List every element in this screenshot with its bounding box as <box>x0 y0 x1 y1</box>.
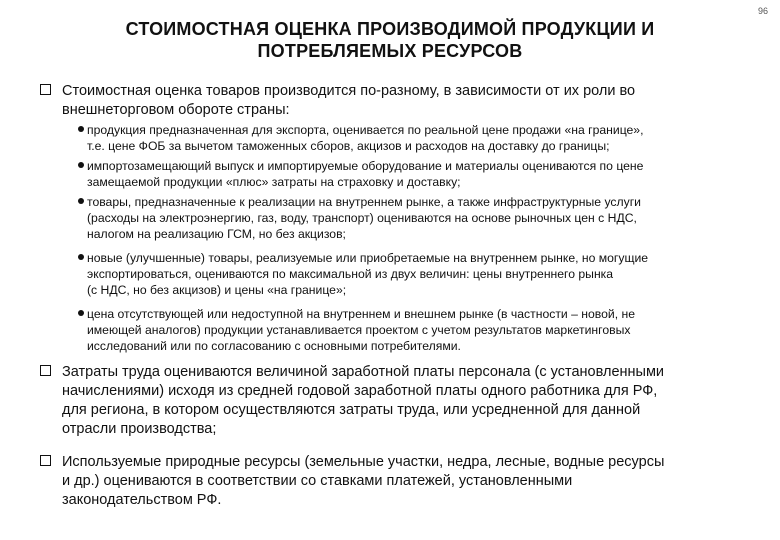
sub-list-item-export <box>78 122 728 154</box>
text-line: импортозамещающий выпуск и импортируемые оборудование и материалы оцениваются по цене <box>87 159 644 173</box>
list-item-natural-resources <box>40 453 730 510</box>
item-text <box>62 82 730 120</box>
title-line-2: ПОТРЕБЛЯЕМЫХ РЕСУРСОВ <box>257 41 523 61</box>
text-line: налогом на реализацию ГСМ, но без акцизов; <box>87 227 346 241</box>
text-line: отрасли производства; <box>62 421 217 437</box>
round-bullet-icon <box>78 254 84 260</box>
slide-title <box>40 18 740 62</box>
text-line: Используемые природные ресурсы (земельные участки, недра, лесные, водные ресурсы <box>62 454 665 470</box>
sub-list-item-import-substitution <box>78 158 728 190</box>
text-line: цена отсутствующей или недоступной на внутреннем и внешнем рынке (в частности – новой, не <box>87 307 635 321</box>
text-line: экспортироваться, оцениваются по максимальной из двух величин: цены внутреннего рынка <box>87 267 614 281</box>
text-line: имеющей аналогов) продукции устанавливается проектом с учетом результатов маркетинговых <box>87 323 631 337</box>
text-line: и др.) оцениваются в соответствии со ставками платежей, установленными <box>62 473 573 489</box>
text-line: (расходы на электроэнергию, газ, воду, транспорт) оцениваются на основе рыночных цен с НДС, <box>87 211 637 225</box>
text-line: внешнеторговом обороте страны: <box>62 102 290 118</box>
round-bullet-icon <box>78 198 84 204</box>
round-bullet-icon <box>78 162 84 168</box>
text-line: товары, предназначенные к реализации на внутреннем рынке, а также инфраструктурные услуги <box>87 195 641 209</box>
text-line: законодательством РФ. <box>62 492 222 508</box>
text-line: продукция предназначенная для экспорта, оценивается по реальной цене продажи «на границе», <box>87 123 644 137</box>
text-line: (с НДС, но без акцизов) и цены «на границе»; <box>87 283 347 297</box>
round-bullet-icon <box>78 310 84 316</box>
square-bullet-icon <box>40 84 51 95</box>
round-bullet-icon <box>78 126 84 132</box>
square-bullet-icon <box>40 455 51 466</box>
text-line: исследований или по согласованию с основными потребителями. <box>87 339 461 353</box>
item-text <box>62 363 730 439</box>
sub-list-item-absent-goods <box>78 306 728 354</box>
square-bullet-icon <box>40 365 51 376</box>
item-text <box>62 453 730 510</box>
sub-list-item-domestic-market <box>78 194 728 242</box>
list-item-valuation-goods <box>40 82 730 120</box>
text-line: новые (улучшенные) товары, реализуемые или приобретаемые на внутреннем рынке, но могущие <box>87 251 649 265</box>
list-item-labor-costs <box>40 363 730 439</box>
text-line: Затраты труда оцениваются величиной заработной платы персонала (с установленными <box>62 364 665 380</box>
text-line: т.е. цене ФОБ за вычетом таможенных сборов, акцизов и расходов на доставку до границы; <box>87 139 610 153</box>
text-line: начислениями) исходя из средней годовой заработной платы одного работника для РФ, <box>62 383 658 399</box>
text-line: замещаемой продукции «плюс» затраты на страховку и доставку; <box>87 175 461 189</box>
text-line: Стоимостная оценка товаров производится по-разному, в зависимости от их роли во <box>62 83 636 99</box>
text-line: для региона, в котором осуществляются затраты труда, или усредненной для данной <box>62 402 641 418</box>
sub-list-item-new-goods <box>78 250 728 298</box>
page-number: 96 <box>757 6 768 16</box>
title-line-1: СТОИМОСТНАЯ ОЦЕНКА ПРОИЗВОДИМОЙ ПРОДУКЦИИ И <box>125 19 655 39</box>
